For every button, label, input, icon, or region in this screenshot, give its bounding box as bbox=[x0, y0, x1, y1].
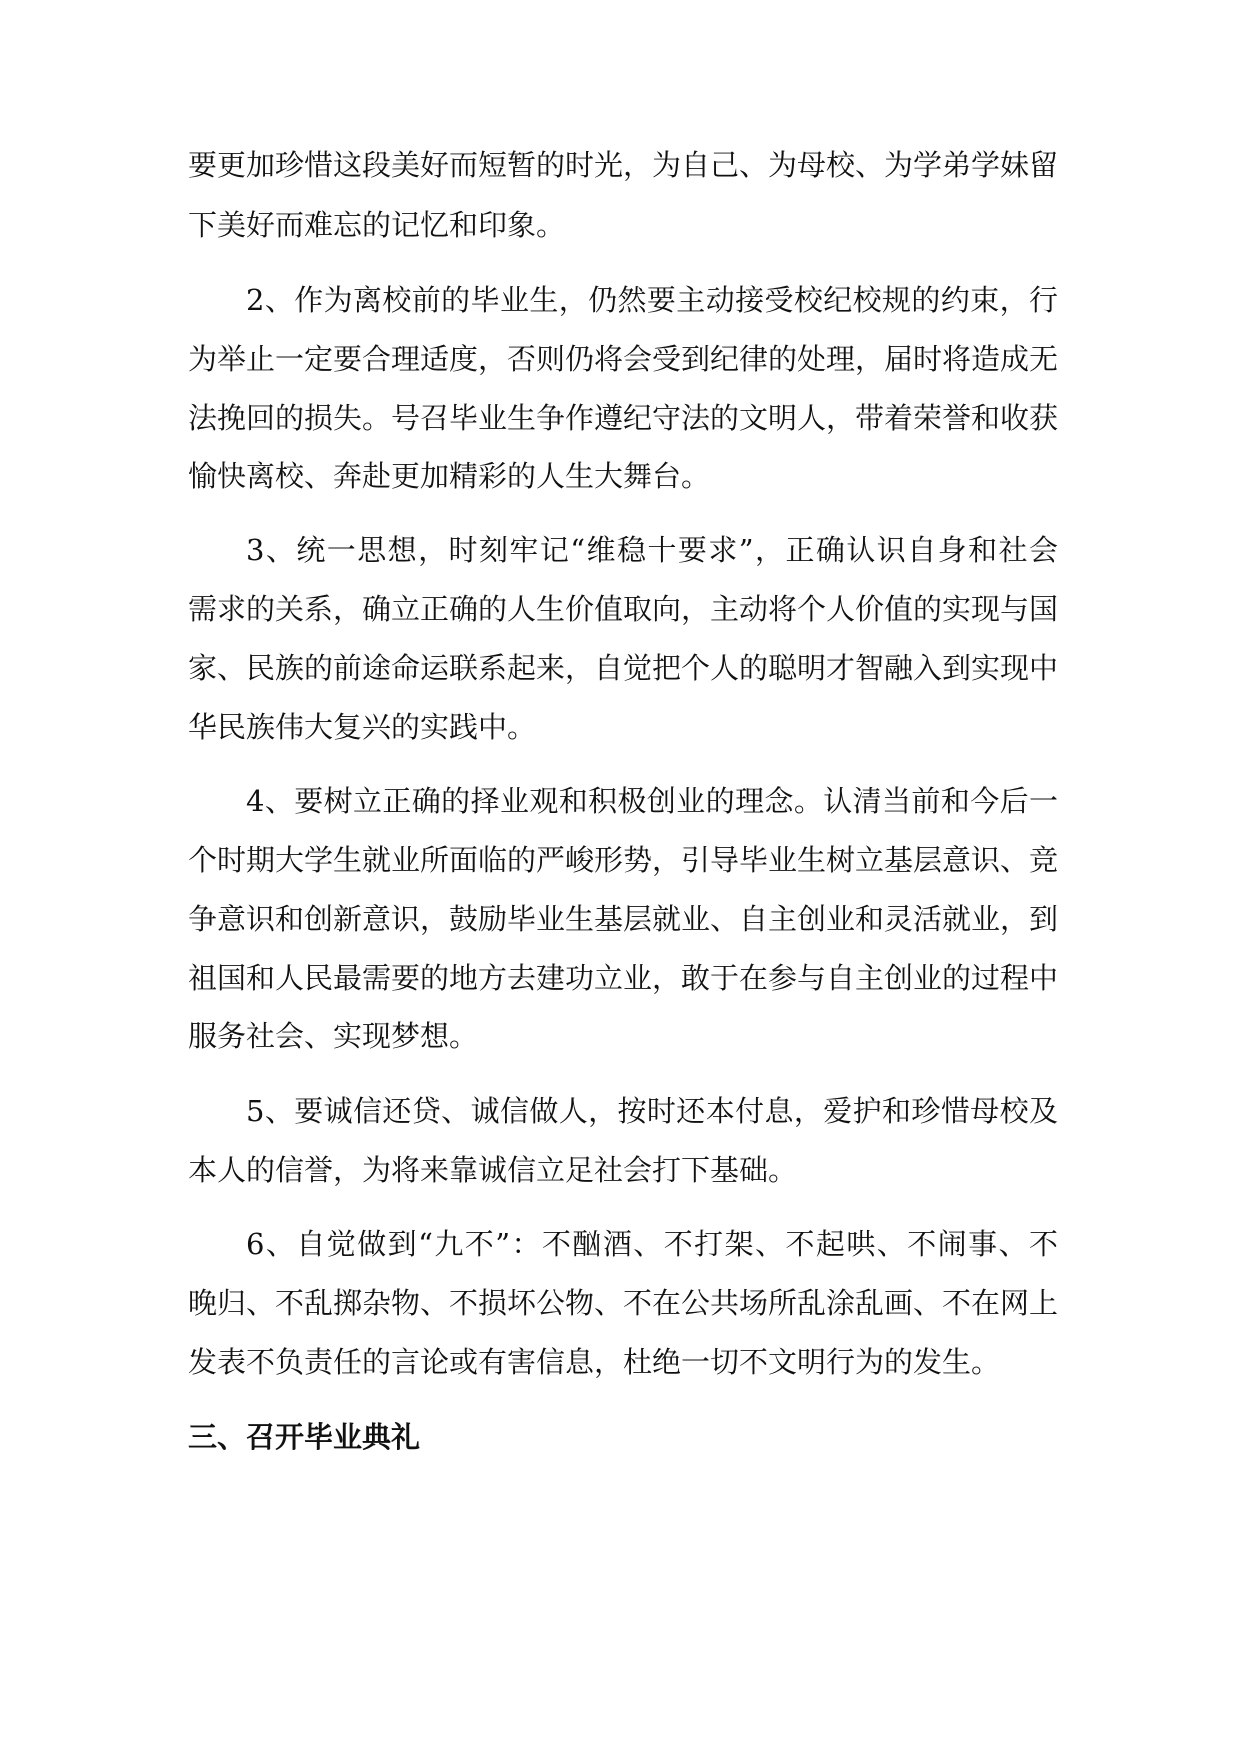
paragraph-line: 祖国和人民最需要的地方去建功立业，敢于在参与自主创业的过程中 bbox=[188, 961, 1059, 995]
section-heading: 三、召开毕业典礼 bbox=[188, 1420, 421, 1454]
paragraph-line: 要更加珍惜这段美好而短暂的时光，为自己、为母校、为学弟学妹留 bbox=[188, 148, 1059, 182]
paragraph-line: 下美好而难忘的记忆和印象。 bbox=[188, 208, 566, 242]
paragraph-line: 个时期大学生就业所面临的严峻形势，引导毕业生树立基层意识、竞 bbox=[188, 843, 1059, 877]
paragraph-line: 华民族伟大复兴的实践中。 bbox=[188, 710, 537, 744]
paragraph-line: 家、民族的前途命运联系起来，自觉把个人的聪明才智融入到实现中 bbox=[188, 651, 1059, 685]
paragraph-line: 本人的信誉，为将来靠诚信立足社会打下基础。 bbox=[188, 1153, 798, 1187]
paragraph-line: 5、要诚信还贷、诚信做人，按时还本付息，爱护和珍惜母校及 bbox=[246, 1094, 1058, 1128]
paragraph-line: 发表不负责任的言论或有害信息，杜绝一切不文明行为的发生。 bbox=[188, 1345, 1001, 1379]
paragraph-line: 4、要树立正确的择业观和积极创业的理念。认清当前和今后一 bbox=[246, 784, 1058, 818]
paragraph-line: 为举止一定要合理适度，否则仍将会受到纪律的处理，届时将造成无 bbox=[188, 342, 1059, 376]
paragraph-line: 晚归、不乱掷杂物、不损坏公物、不在公共场所乱涂乱画、不在网上 bbox=[188, 1286, 1059, 1320]
paragraph-line: 愉快离校、奔赴更加精彩的人生大舞台。 bbox=[188, 459, 711, 493]
paragraph-line: 2、作为离校前的毕业生，仍然要主动接受校纪校规的约束，行 bbox=[246, 283, 1058, 317]
paragraph-line: 法挽回的损失。号召毕业生争作遵纪守法的文明人，带着荣誉和收获 bbox=[188, 401, 1059, 435]
paragraph-line: 争意识和创新意识，鼓励毕业生基层就业、自主创业和灵活就业，到 bbox=[188, 902, 1059, 936]
paragraph-line: 6、自觉做到“九不”：不酗酒、不打架、不起哄、不闹事、不 bbox=[246, 1227, 1058, 1261]
paragraph-line: 3、统一思想，时刻牢记“维稳十要求”，正确认识自身和社会 bbox=[246, 533, 1058, 567]
paragraph-line: 服务社会、实现梦想。 bbox=[188, 1019, 479, 1053]
paragraph-line: 需求的关系，确立正确的人生价值取向，主动将个人价值的实现与国 bbox=[188, 592, 1059, 626]
